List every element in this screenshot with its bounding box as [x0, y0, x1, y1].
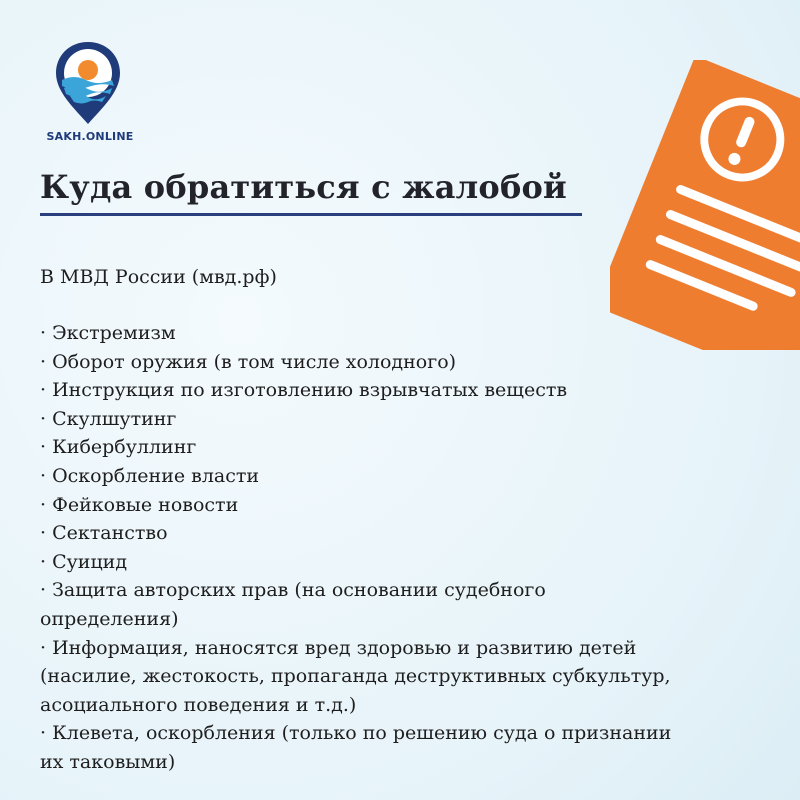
complaint-topics-list — [40, 319, 760, 777]
list-item — [40, 376, 760, 405]
list-item-line: · Информация, наносятся вред здоровью и развитию детей — [40, 636, 637, 659]
list-item — [40, 348, 760, 377]
list-item-line: · Оскорбление власти — [40, 464, 260, 487]
list-item-line: · Экстремизм — [40, 322, 176, 344]
list-item-line: · Фейковые новости — [40, 493, 239, 516]
list-item — [40, 405, 760, 434]
list-item-line: · Скулшутинг — [40, 407, 177, 430]
list-item-line: · Защита авторских прав (на основании судебного — [40, 579, 546, 602]
list-item — [40, 491, 760, 520]
list-item-line: · Инструкция по изготовлению взрывчатых веществ — [40, 379, 568, 402]
list-item-line: · Кибербуллинг — [40, 436, 197, 459]
list-item-line: определения) — [40, 607, 179, 630]
list-item — [40, 433, 760, 462]
logo-text: SAKH.ONLINE — [46, 130, 134, 143]
page-title: Куда обратиться с жалобой — [40, 168, 567, 206]
list-item — [40, 719, 760, 776]
list-item — [40, 576, 760, 633]
list-item-line: их таковыми) — [40, 750, 176, 773]
list-item-line: · Сектанство — [40, 522, 168, 545]
list-item-line: асоциального поведения и т.д.) — [40, 693, 357, 716]
list-item — [40, 319, 760, 348]
title-underline — [40, 213, 582, 216]
list-item-line: (насилие, жестокость, пропаганда деструктивных субкультур, — [40, 665, 671, 688]
list-item-line: · Суицид — [40, 550, 128, 573]
list-item — [40, 548, 760, 577]
location-pin-sun-waves-icon — [52, 38, 124, 128]
site-logo[interactable] — [40, 38, 135, 148]
intro-text: В МВД России (мвд.рф) — [40, 266, 277, 288]
list-item — [40, 634, 760, 720]
list-item — [40, 462, 760, 491]
list-item-line: · Клевета, оскорбления (только по решению суда о признании — [40, 722, 672, 745]
list-item — [40, 519, 760, 548]
warning-document-icon — [610, 60, 800, 350]
list-item-line: · Оборот оружия (в том числе холодного) — [40, 350, 457, 373]
